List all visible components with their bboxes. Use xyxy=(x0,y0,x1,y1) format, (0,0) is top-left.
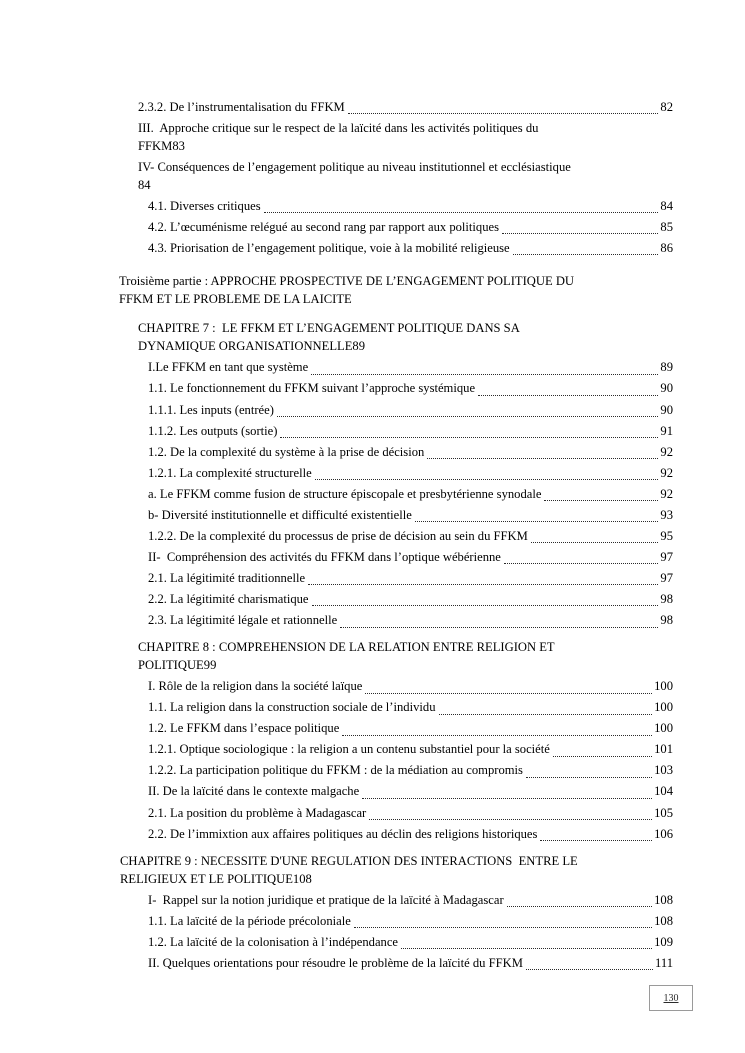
toc-page-number: 95 xyxy=(660,528,673,543)
toc-page-number: 97 xyxy=(660,571,673,585)
toc-page-number: 109 xyxy=(654,934,673,949)
toc-page-number: 86 xyxy=(660,241,673,256)
toc-entry[interactable] xyxy=(138,99,673,117)
table-of-contents xyxy=(120,99,673,976)
toc-page-number: 82 xyxy=(660,100,673,114)
toc-entry[interactable] xyxy=(148,591,673,609)
page-number-stamp xyxy=(649,985,693,1011)
toc-leader xyxy=(526,968,653,970)
toc-page-number: 98 xyxy=(660,592,673,607)
toc-leader xyxy=(362,797,652,799)
toc-entry[interactable] xyxy=(148,465,673,483)
toc-entry[interactable] xyxy=(148,783,673,801)
toc-entry-label: 1.2.1. Optique sociologique : la religion a un contenu substantiel pour la société xyxy=(148,742,550,757)
toc-entry[interactable] xyxy=(148,612,673,630)
toc-entry-label: 2.2. De l’immixtion aux affaires politiques au déclin des religions historiques xyxy=(148,826,538,841)
toc-entry[interactable] xyxy=(148,805,673,823)
toc-entry[interactable] xyxy=(148,934,673,952)
toc-leader xyxy=(507,905,652,907)
toc-leader xyxy=(544,499,658,501)
toc-leader xyxy=(478,394,658,396)
toc-entry-label: III. Approche critique sur le respect de la laïcité dans les activités politiques du xyxy=(138,121,539,136)
toc-leader xyxy=(540,839,652,841)
toc-page-number: 92 xyxy=(660,486,673,501)
toc-entry-label: I. Rôle de la religion dans la société laïque xyxy=(148,679,363,694)
toc-entry[interactable] xyxy=(138,320,673,356)
toc-leader xyxy=(277,415,659,417)
toc-entry-label: 2.3.2. De l’instrumentalisation du FFKM xyxy=(138,100,345,114)
toc-entry-label: 1.2.2. La participation politique du FFKM : de la médiation au compromis xyxy=(148,763,523,778)
toc-entry[interactable] xyxy=(148,402,673,420)
toc-entry-label: 1.2.2. De la complexité du processus de prise de décision au sein du FFKM xyxy=(148,528,528,543)
toc-leader xyxy=(401,947,652,949)
toc-entry[interactable] xyxy=(148,219,673,237)
toc-page-number: 91 xyxy=(660,423,673,438)
toc-page-number: 101 xyxy=(654,742,673,757)
toc-leader xyxy=(348,112,659,114)
toc-entry[interactable] xyxy=(148,359,673,377)
toc-entry[interactable] xyxy=(148,423,673,441)
toc-leader xyxy=(308,583,658,585)
toc-page-number: 103 xyxy=(654,763,673,778)
toc-leader xyxy=(531,541,659,543)
toc-entry-label: CHAPITRE 9 : NECESSITE D'UNE REGULATION DES INTERACTIONS ENTRE LE xyxy=(120,853,578,868)
toc-entry[interactable] xyxy=(148,955,673,973)
toc-page-number: 90 xyxy=(660,381,673,396)
toc-entry[interactable] xyxy=(148,762,673,780)
toc-entry-label-cont: RELIGIEUX ET LE POLITIQUE xyxy=(120,871,293,886)
toc-entry-label: 2.1. La position du problème à Madagascar xyxy=(148,805,367,820)
toc-entry-label: 2.2. La légitimité charismatique xyxy=(148,592,309,607)
toc-entry-label: II. De la laïcité dans le contexte malgache xyxy=(148,784,360,799)
toc-page-number: 84 xyxy=(660,198,673,213)
toc-leader xyxy=(280,436,658,438)
toc-entry-label: II- Compréhension des activités du FFKM dans l’optique wébérienne xyxy=(148,549,501,564)
toc-entry-label: CHAPITRE 7 : LE FFKM ET L’ENGAGEMENT POLITIQUE DANS SA xyxy=(138,321,520,336)
toc-entry-label: 1.1. La religion dans la construction sociale de l’individu xyxy=(148,700,436,715)
toc-entry-label: 1.1.1. Les inputs (entrée) xyxy=(148,402,274,417)
toc-entry-label: IV- Conséquences de l’engagement politique au niveau institutionnel et ecclésiastique xyxy=(138,160,571,174)
toc-leader xyxy=(354,926,652,928)
toc-entry[interactable] xyxy=(120,853,673,889)
toc-entry[interactable] xyxy=(148,486,673,504)
toc-entry-label-cont: DYNAMIQUE ORGANISATIONNELLE xyxy=(138,339,353,354)
toc-page-number: 90 xyxy=(660,402,673,417)
toc-page-number: 92 xyxy=(660,465,673,480)
toc-leader xyxy=(526,776,652,778)
toc-page-number: 97 xyxy=(660,549,673,564)
toc-entry[interactable] xyxy=(148,507,673,525)
toc-page-number: 98 xyxy=(660,613,673,628)
toc-entry-label: b- Diversité institutionnelle et difficulté existentielle xyxy=(148,507,412,522)
toc-leader xyxy=(439,713,653,715)
toc-entry-label: 1.2. Le FFKM dans l’espace politique xyxy=(148,721,340,736)
toc-page-number: 89 xyxy=(660,360,673,375)
toc-entry[interactable] xyxy=(148,826,673,844)
toc-entry[interactable] xyxy=(148,570,673,588)
toc-leader xyxy=(553,755,652,757)
toc-page-number: 84 xyxy=(138,177,151,192)
toc-leader xyxy=(342,734,652,736)
toc-page-number: 89 xyxy=(352,339,366,354)
toc-entry-label: 2.1. La légitimité traditionnelle xyxy=(148,571,306,585)
toc-entry[interactable] xyxy=(148,720,673,738)
toc-entry[interactable] xyxy=(148,741,673,759)
toc-page-number: 105 xyxy=(654,805,673,820)
toc-entry[interactable] xyxy=(148,913,673,931)
toc-page-number: 106 xyxy=(654,826,673,841)
toc-page-number: 100 xyxy=(654,679,673,694)
toc-entry-label: 1.2.1. La complexité structurelle xyxy=(148,465,312,480)
toc-entry[interactable] xyxy=(148,549,673,567)
toc-entry-label: 1.2. La laïcité de la colonisation à l’indépendance xyxy=(148,934,399,949)
toc-page-number: 83 xyxy=(172,138,185,153)
toc-leader xyxy=(312,604,659,606)
toc-entry[interactable] xyxy=(148,528,673,546)
toc-page-number: 99 xyxy=(203,658,217,673)
toc-entry-label: II. Quelques orientations pour résoudre le problème de la laïcité du FFKM xyxy=(148,955,523,970)
toc-entry-label: 1.1. La laïcité de la période précoloniale xyxy=(148,913,351,928)
toc-entry-label: 4.1. Diverses critiques xyxy=(148,198,261,213)
toc-entry-label: I.Le FFKM en tant que système xyxy=(148,360,309,375)
toc-entry[interactable] xyxy=(138,159,673,195)
toc-entry[interactable] xyxy=(148,240,673,258)
toc-entry-label: 2.3. La légitimité légale et rationnelle xyxy=(148,613,338,628)
toc-page-number: 111 xyxy=(655,955,673,970)
toc-leader xyxy=(427,457,658,459)
toc-leader xyxy=(513,253,659,255)
toc-leader xyxy=(365,692,652,694)
toc-entry-label: 4.3. Priorisation de l’engagement politique, voie à la mobilité religieuse xyxy=(148,241,510,256)
toc-entry-label: a. Le FFKM comme fusion de structure épiscopale et presbytérienne synodale xyxy=(148,486,542,501)
toc-entry[interactable] xyxy=(148,699,673,717)
toc-entry-label: 1.1. Le fonctionnement du FFKM suivant l’approche systémique xyxy=(148,381,476,396)
part-heading-line1: Troisième partie : APPROCHE PROSPECTIVE DE L’ENGAGEMENT POLITIQUE DU xyxy=(119,273,575,288)
toc-leader xyxy=(264,211,659,213)
toc-leader xyxy=(502,232,658,234)
toc-entry[interactable] xyxy=(148,198,673,216)
toc-leader xyxy=(415,520,659,522)
toc-page-number: 93 xyxy=(660,507,673,522)
toc-entry[interactable] xyxy=(148,380,673,398)
toc-page-number: 104 xyxy=(654,784,673,799)
toc-entry[interactable] xyxy=(148,678,673,696)
toc-leader xyxy=(369,818,652,820)
toc-entry[interactable] xyxy=(148,892,673,910)
toc-leader xyxy=(504,562,659,564)
toc-entry-label: 4.2. L’œcuménisme relégué au second rang par rapport aux politiques xyxy=(148,220,500,234)
part-heading xyxy=(119,272,673,309)
toc-entry[interactable] xyxy=(138,120,673,156)
toc-entry-label: CHAPITRE 8 : COMPREHENSION DE LA RELATION ENTRE RELIGION ET xyxy=(138,640,555,655)
toc-entry-label-cont: POLITIQUE xyxy=(138,658,204,673)
toc-page-number: 100 xyxy=(654,721,673,736)
toc-page-number: 108 xyxy=(654,892,673,907)
toc-entry-label-cont: FFKM xyxy=(138,138,173,153)
part-heading-line2: FFKM ET LE PROBLEME DE LA LAICITE xyxy=(119,292,352,307)
toc-entry-label: I- Rappel sur la notion juridique et pratique de la laïcité à Madagascar xyxy=(148,892,504,907)
toc-page-number: 108 xyxy=(654,913,673,928)
toc-entry[interactable] xyxy=(148,444,673,462)
toc-entry[interactable] xyxy=(138,639,673,675)
toc-page-number: 85 xyxy=(660,220,673,234)
toc-entry-label: 1.2. De la complexité du système à la prise de décision xyxy=(148,444,425,459)
toc-entry-label: 1.1.2. Les outputs (sortie) xyxy=(148,423,278,438)
toc-leader xyxy=(311,373,658,375)
page-number-text: 130 xyxy=(663,992,679,1004)
toc-leader xyxy=(315,478,659,480)
toc-leader xyxy=(340,626,658,628)
toc-page-number: 108 xyxy=(292,871,312,886)
toc-page-number: 92 xyxy=(660,444,673,459)
toc-page-number: 100 xyxy=(654,700,673,715)
